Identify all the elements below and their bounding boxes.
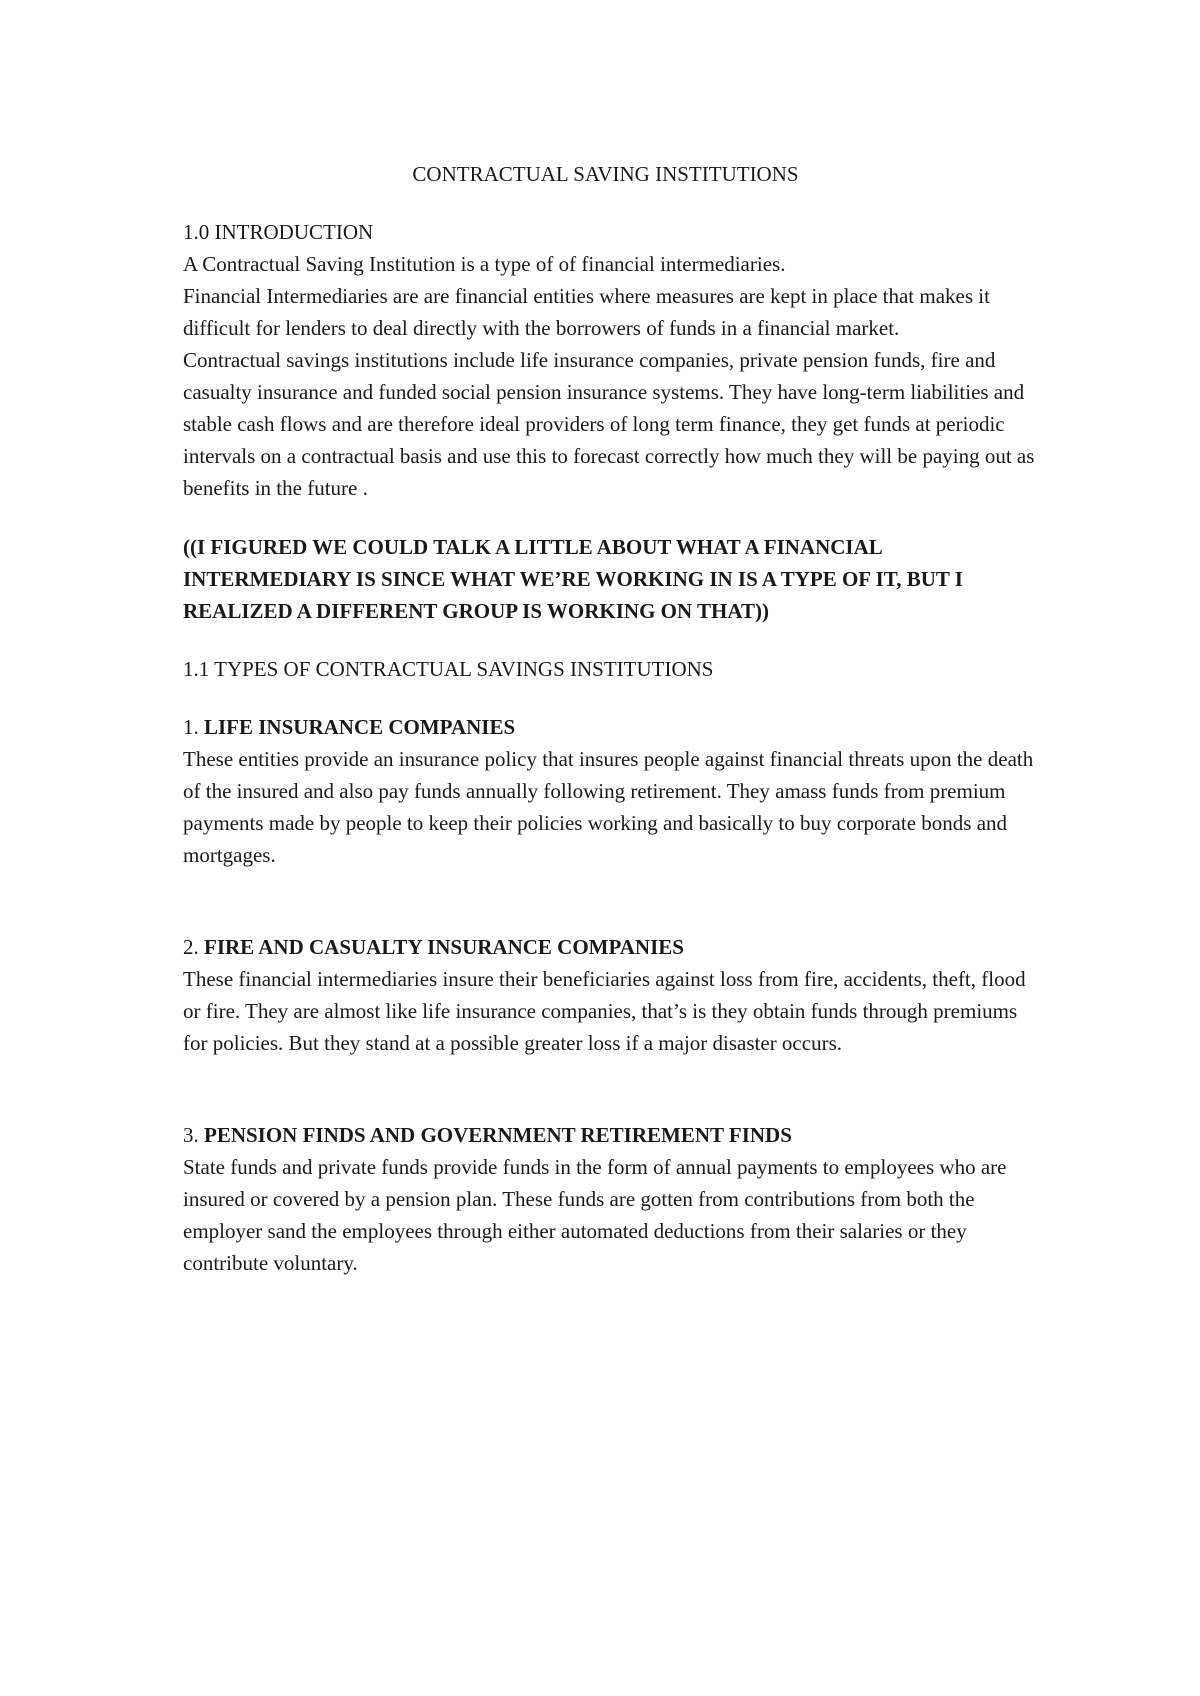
types-heading: 1.1 TYPES OF CONTRACTUAL SAVINGS INSTITUTIONS (183, 657, 714, 681)
author-note: ((I FIGURED WE COULD TALK A LITTLE ABOUT WHAT A FINANCIAL INTERMEDIARY IS SINCE WHAT WE’RE WORKING IN IS A TYPE OF IT, BUT I REALIZED A DIFFERENT GROUP IS WORKING ON THAT)) (183, 535, 963, 623)
type-item-title: LIFE INSURANCE COMPANIES (204, 715, 516, 739)
type-item-number: 3. (183, 1123, 204, 1147)
type-item-fire-casualty (183, 931, 1043, 1059)
document-title: CONTRACTUAL SAVING INSTITUTIONS (412, 162, 799, 186)
type-item-pension-funds (183, 1119, 1043, 1279)
document-content (183, 158, 1043, 1331)
type-item-body: State funds and private funds provide funds in the form of annual payments to employees who are insured or covered by a pension plan. These funds are gotten from contributions from both the employer sand the employees through either automated deductions from their salaries or they contribute voluntary. (183, 1155, 1007, 1275)
type-item-number: 1. (183, 715, 204, 739)
type-item-body: These financial intermediaries insure their beneficiaries against loss from fire, accidents, theft, flood or fire. They are almost like life insurance companies, that’s is they obtain funds through premiums for policies. But they stand at a possible greater loss if a major disaster occurs. (183, 967, 1026, 1055)
intro-paragraph-2: Financial Intermediaries are are financial entities where measures are kept in place that makes it difficult for lenders to deal directly with the borrowers of funds in a financial market. (183, 284, 990, 340)
introduction-heading: 1.0 INTRODUCTION (183, 220, 374, 244)
type-item-title: FIRE AND CASUALTY INSURANCE COMPANIES (204, 935, 684, 959)
intro-paragraph-3: Contractual savings institutions include life insurance companies, private pension funds, fire and casualty insurance and funded social pension insurance systems. They have long-term liabilities and stable cash flows and are therefore ideal providers of long term finance, they get funds at periodic intervals on a contractual basis and use this to forecast correctly how much they will be paying out as benefits in the future . (183, 348, 1035, 500)
intro-paragraph-1: A Contractual Saving Institution is a type of of financial intermediaries. (183, 252, 786, 276)
type-item-heading (183, 711, 1043, 743)
type-item-number: 2. (183, 935, 204, 959)
type-item-life-insurance (183, 711, 1043, 871)
type-item-body: These entities provide an insurance policy that insures people against financial threats upon the death of the insured and also pay funds annually following retirement. They amass funds from premium payments made by people to keep their policies working and basically to buy corporate bonds and mortgages. (183, 747, 1034, 867)
type-item-heading (183, 1119, 1043, 1151)
type-item-heading (183, 931, 1043, 963)
type-item-title: PENSION FINDS AND GOVERNMENT RETIREMENT FINDS (204, 1123, 792, 1147)
